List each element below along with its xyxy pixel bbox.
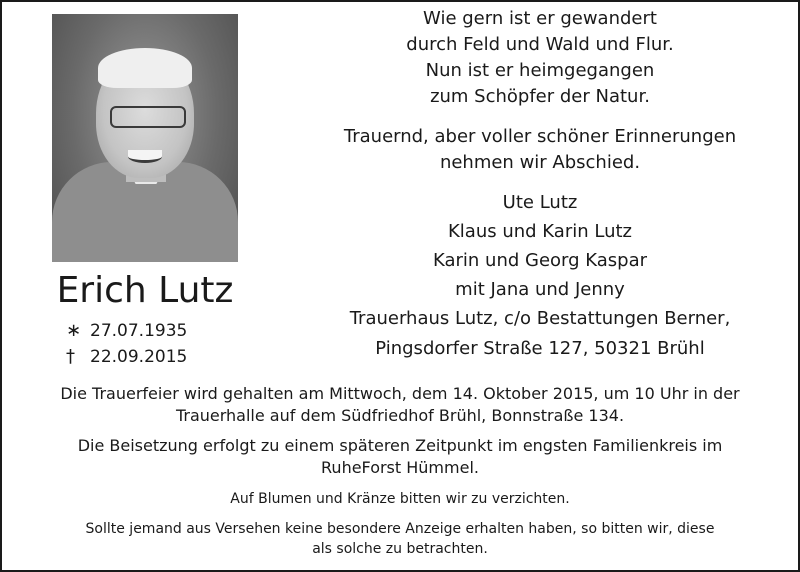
mourner-line: Ute Lutz (502, 192, 578, 213)
death-date: 22.09.2015 (90, 347, 188, 367)
poem-verse (320, 6, 760, 110)
right-column (320, 6, 760, 364)
notice-line: als solche zu betrachten. (312, 541, 488, 557)
farewell-line: Trauernd, aber voller schöner Erinnerungen (343, 126, 737, 147)
funeral-details (30, 383, 770, 559)
farewell-text (320, 124, 760, 176)
burial-text (30, 435, 770, 479)
mourner-line: Karin und Georg Kaspar (432, 250, 648, 271)
notice-line: Sollte jemand aus Versehen keine besondere Anzeige erhalten haben, so bitten wir, diese (85, 521, 715, 537)
birth-star-icon: ∗ (66, 320, 82, 341)
ceremony-text (30, 383, 770, 427)
life-dates (66, 318, 187, 370)
burial-line: Die Beisetzung erfolgt zu einem späteren Zeitpunkt im engsten Familienkreis im (77, 436, 723, 455)
deceased-name: Erich Lutz (56, 270, 234, 311)
poem-line: Nun ist er heimgegangen (425, 60, 655, 81)
mourner-line: mit Jana und Jenny (455, 279, 625, 300)
house-line: Pingsdorfer Straße 127, 50321 Brühl (375, 338, 705, 359)
notice-text (30, 519, 770, 559)
poem-line: durch Feld und Wald und Flur. (406, 34, 674, 55)
mourners-list (320, 188, 760, 304)
photo-glasses (110, 106, 186, 128)
death-row (66, 344, 187, 370)
birth-row (66, 318, 187, 344)
poem-line: zum Schöpfer der Natur. (430, 86, 650, 107)
mourning-house (320, 304, 760, 364)
photo-smile (128, 150, 162, 163)
photo-hair (98, 48, 192, 88)
ceremony-line: Die Trauerfeier wird gehalten am Mittwoch, dem 14. Oktober 2015, um 10 Uhr in der (60, 384, 740, 403)
birth-date: 27.07.1935 (90, 321, 188, 341)
ceremony-line: Trauerhalle auf dem Südfriedhof Brühl, Bonnstraße 134. (175, 406, 625, 425)
farewell-line: nehmen wir Abschied. (439, 152, 641, 173)
portrait-photo (52, 14, 238, 262)
death-cross-icon: † (66, 346, 75, 367)
house-line: Trauerhaus Lutz, c/o Bestattungen Berner, (349, 308, 731, 329)
poem-line: Wie gern ist er gewandert (423, 8, 657, 29)
flowers-note: Auf Blumen und Kränze bitten wir zu verzichten. (230, 491, 570, 507)
burial-line: RuheForst Hümmel. (321, 458, 479, 477)
mourner-line: Klaus und Karin Lutz (448, 221, 632, 242)
